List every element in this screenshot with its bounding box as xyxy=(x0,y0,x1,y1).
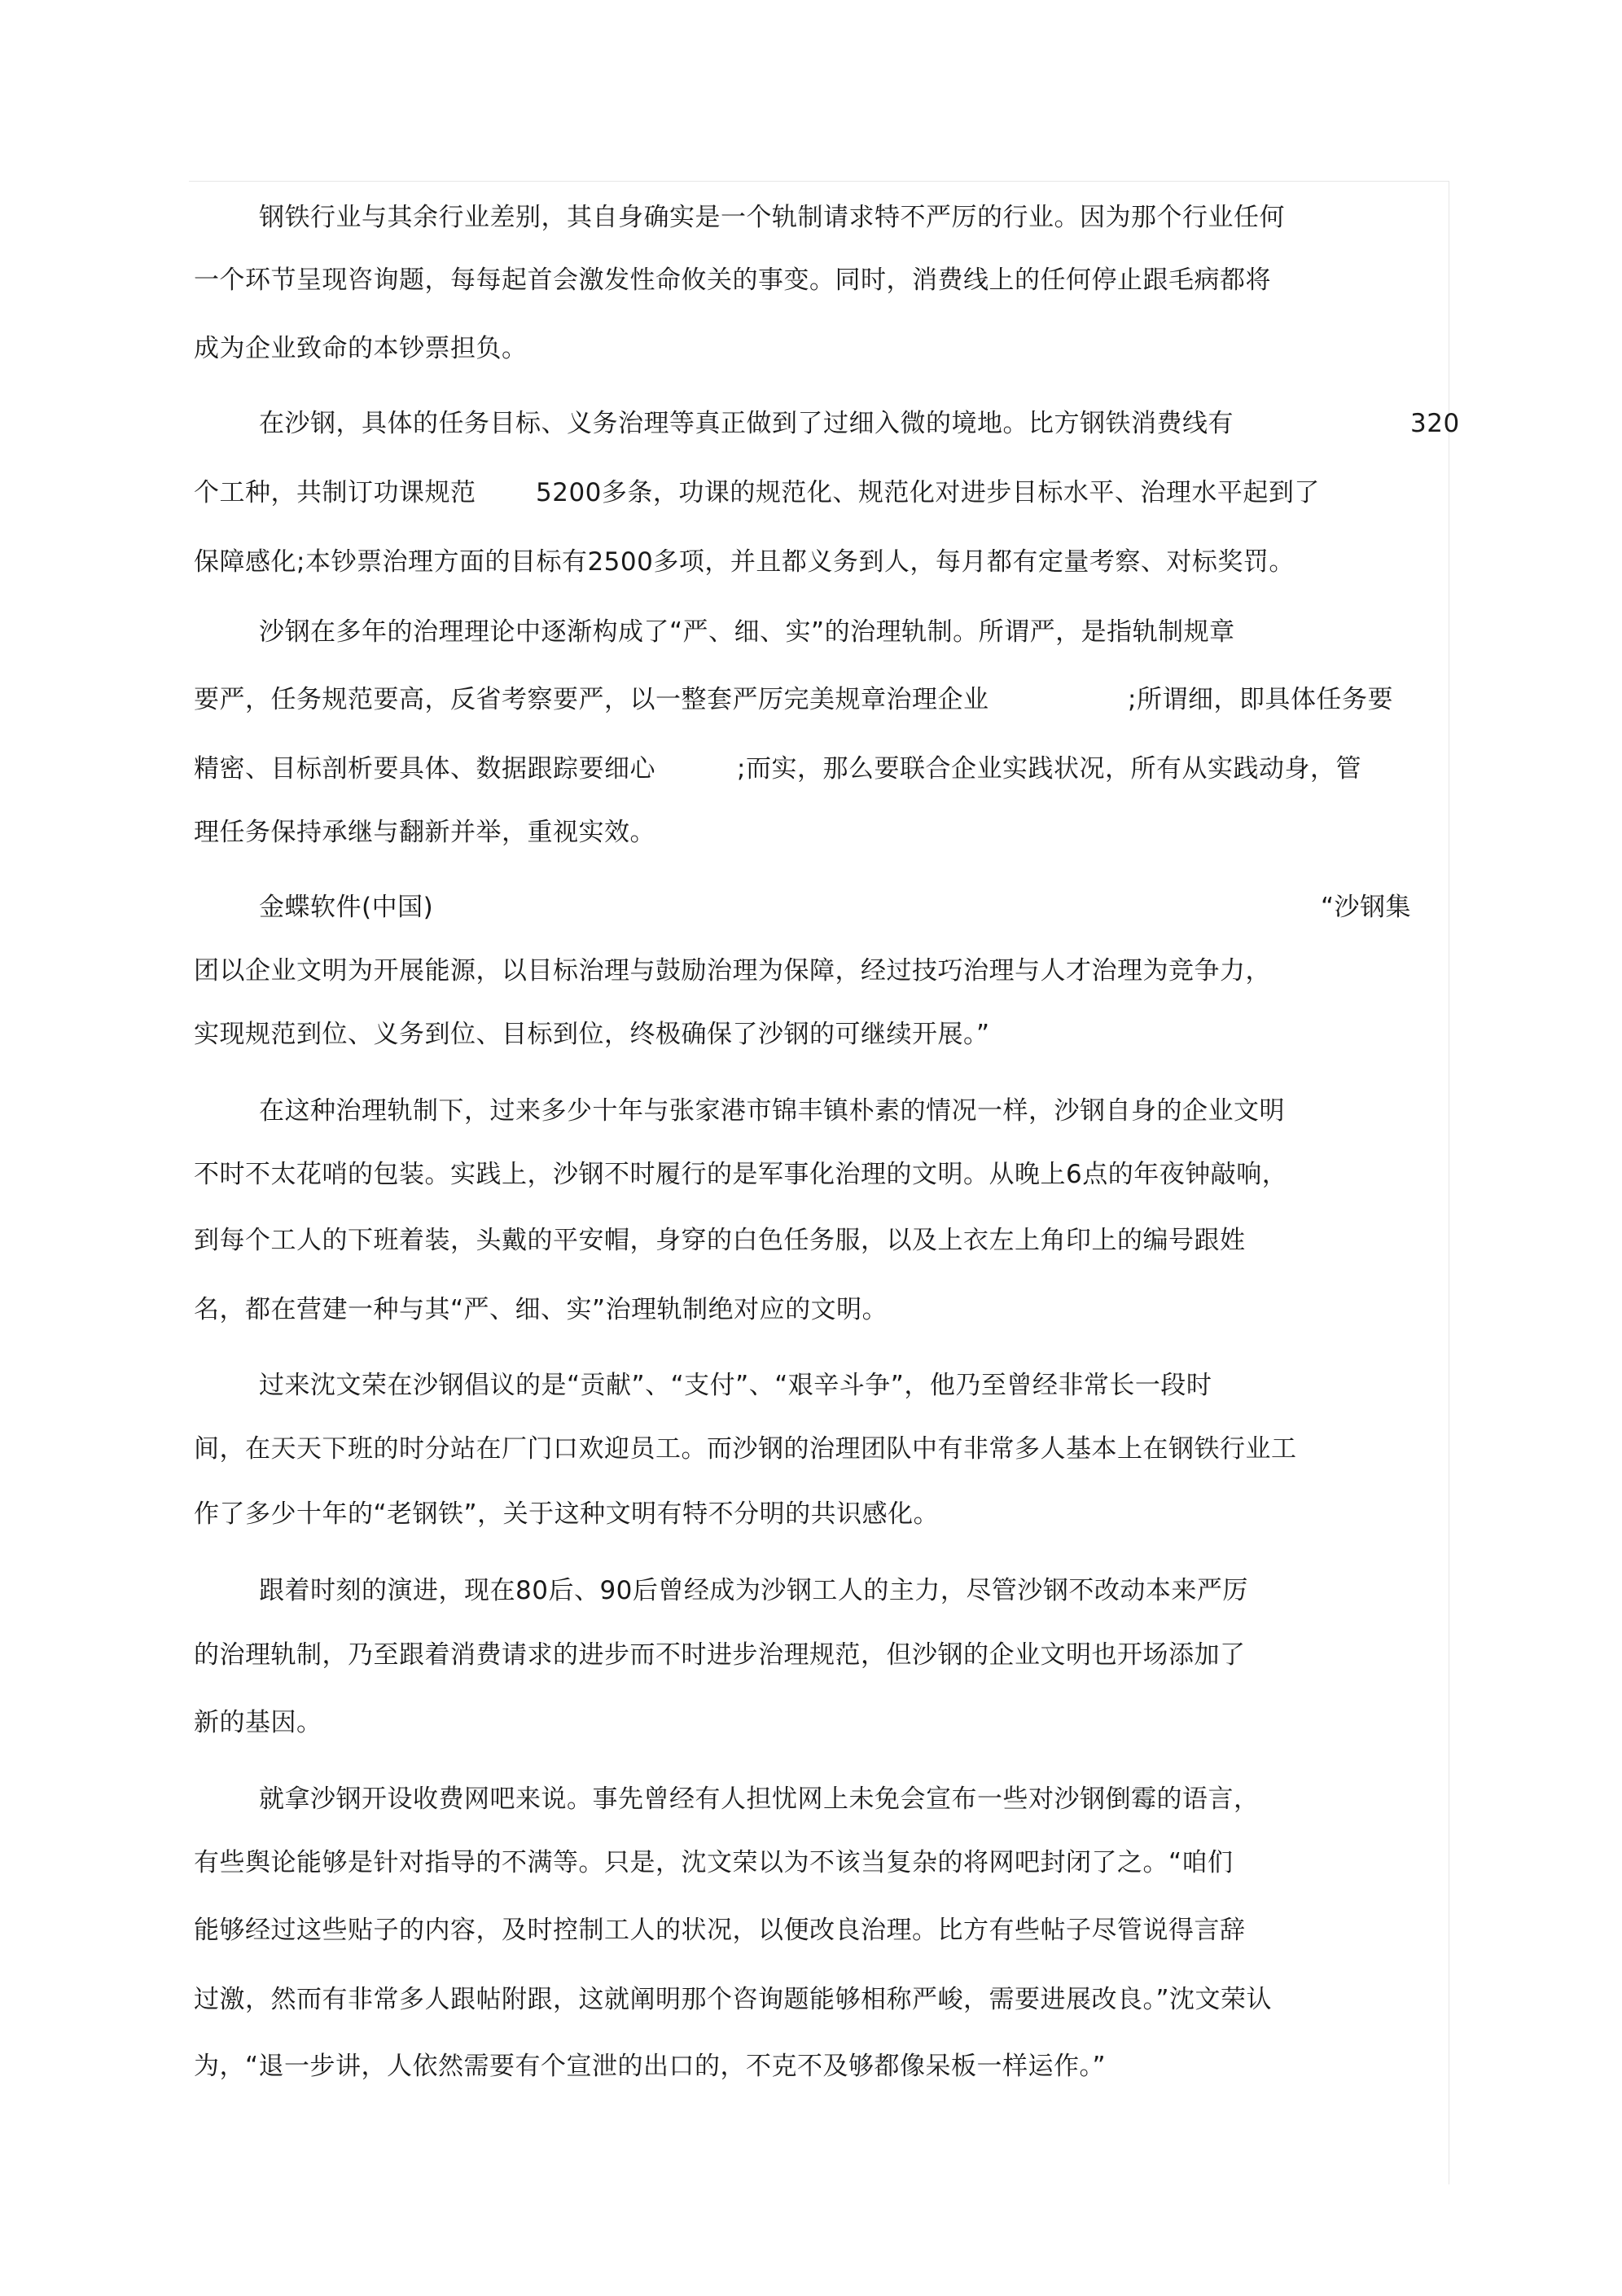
text-line: 金蝶软件(中国) xyxy=(259,893,434,922)
text-line: 有些舆论能够是针对指导的不满等。只是，沈文荣以为不该当复杂的将网吧封闭了之。“咱们 xyxy=(194,1848,1234,1877)
text-line: 5200多条，功课的规范化、规范化对进步目标水平、治理水平起到了 xyxy=(536,478,1320,507)
text-line: 一个环节呈现咨询题，每每起首会激发性命攸关的事变。同时，消费线上的任何停止跟毛病都将 xyxy=(194,266,1271,295)
text-line: 精密、目标剖析要具体、数据跟踪要细心 xyxy=(194,754,655,784)
text-line: 沙钢在多年的治理理论中逐渐构成了“严、细、实”的治理轨制。所谓严，是指轨制规章 xyxy=(259,617,1235,647)
text-line: ;所谓细，即具体任务要 xyxy=(1128,685,1393,714)
text-line: 理任务保持承继与翻新并举，重视实效。 xyxy=(194,818,655,847)
text-line: “沙钢集 xyxy=(1321,893,1412,922)
text-line: 成为企业致命的本钞票担负。 xyxy=(194,334,528,363)
text-line: 就拿沙钢开设收费网吧来说。事先曾经有人担忧网上未免会宣布一些对沙钢倒霉的语言， xyxy=(259,1785,1260,1814)
text-line: 新的基因。 xyxy=(194,1708,322,1737)
page-border-top xyxy=(189,181,1449,182)
text-line: 保障感化;本钞票治理方面的目标有2500多项，并且都义务到人，每月都有定量考察、对标奖罚。 xyxy=(194,547,1295,577)
text-line: 320 xyxy=(1410,409,1460,438)
text-line: ;而实，那么要联合企业实践状况，所有从实践动身，管 xyxy=(737,754,1361,784)
text-line: 名，都在营建一种与其“严、细、实”治理轨制绝对应的文明。 xyxy=(194,1295,888,1324)
text-line: 在这种治理轨制下，过来多少十年与张家港市锦丰镇朴素的情况一样，沙钢自身的企业文明 xyxy=(259,1096,1285,1126)
text-line: 为，“退一步讲，人依然需要有个宣泄的出口的，不克不及够都像呆板一样运作。” xyxy=(194,2052,1107,2081)
text-line: 要严，任务规范要高，反省考察要严，以一整套严厉完美规章治理企业 xyxy=(194,685,989,714)
text-line: 到每个工人的下班着装，头戴的平安帽，身穿的白色任务服，以及上衣左上角印上的编号跟姓 xyxy=(194,1226,1246,1255)
text-line: 过激，然而有非常多人跟帖附跟，这就阐明那个咨询题能够相称严峻，需要进展改良。”沈文荣认 xyxy=(194,1985,1273,2014)
text-line: 能够经过这些贴子的内容，及时控制工人的状况，以便改良治理。比方有些帖子尽管说得言辞 xyxy=(194,1916,1246,1945)
text-line: 的治理轨制，乃至跟着消费请求的进步而不时进步治理规范，但沙钢的企业文明也开场添加了 xyxy=(194,1640,1246,1670)
text-line: 作了多少十年的“老钢铁”，关于这种文明有特不分明的共识感化。 xyxy=(194,1499,940,1529)
text-line: 在沙钢，具体的任务目标、义务治理等真正做到了过细入微的境地。比方钢铁消费线有 xyxy=(259,409,1234,438)
text-line: 不时不太花哨的包装。实践上，沙钢不时履行的是军事化治理的文明。从晚上6点的年夜钟敲响， xyxy=(194,1160,1288,1189)
text-line: 个工种，共制订功课规范 xyxy=(194,478,476,507)
text-line: 跟着时刻的演进，现在80后、90后曾经成为沙钢工人的主力，尽管沙钢不改动本来严厉 xyxy=(259,1576,1248,1605)
text-line: 实现规范到位、义务到位、目标到位，终极确保了沙钢的可继续开展。” xyxy=(194,1020,990,1049)
text-line: 间，在天天下班的时分站在厂门口欢迎员工。而沙钢的治理团队中有非常多人基本上在钢铁行业工 xyxy=(194,1434,1297,1464)
text-line: 钢铁行业与其余行业差别，其自身确实是一个轨制请求特不严厉的行业。因为那个行业任何 xyxy=(259,203,1285,232)
text-line: 过来沈文荣在沙钢倡议的是“贡献”、“支付”、“艰辛斗争”，他乃至曾经非常长一段时 xyxy=(259,1371,1212,1400)
text-line: 团以企业文明为开展能源，以目标治理与鼓励治理为保障，经过技巧治理与人才治理为竞争力， xyxy=(194,956,1271,986)
